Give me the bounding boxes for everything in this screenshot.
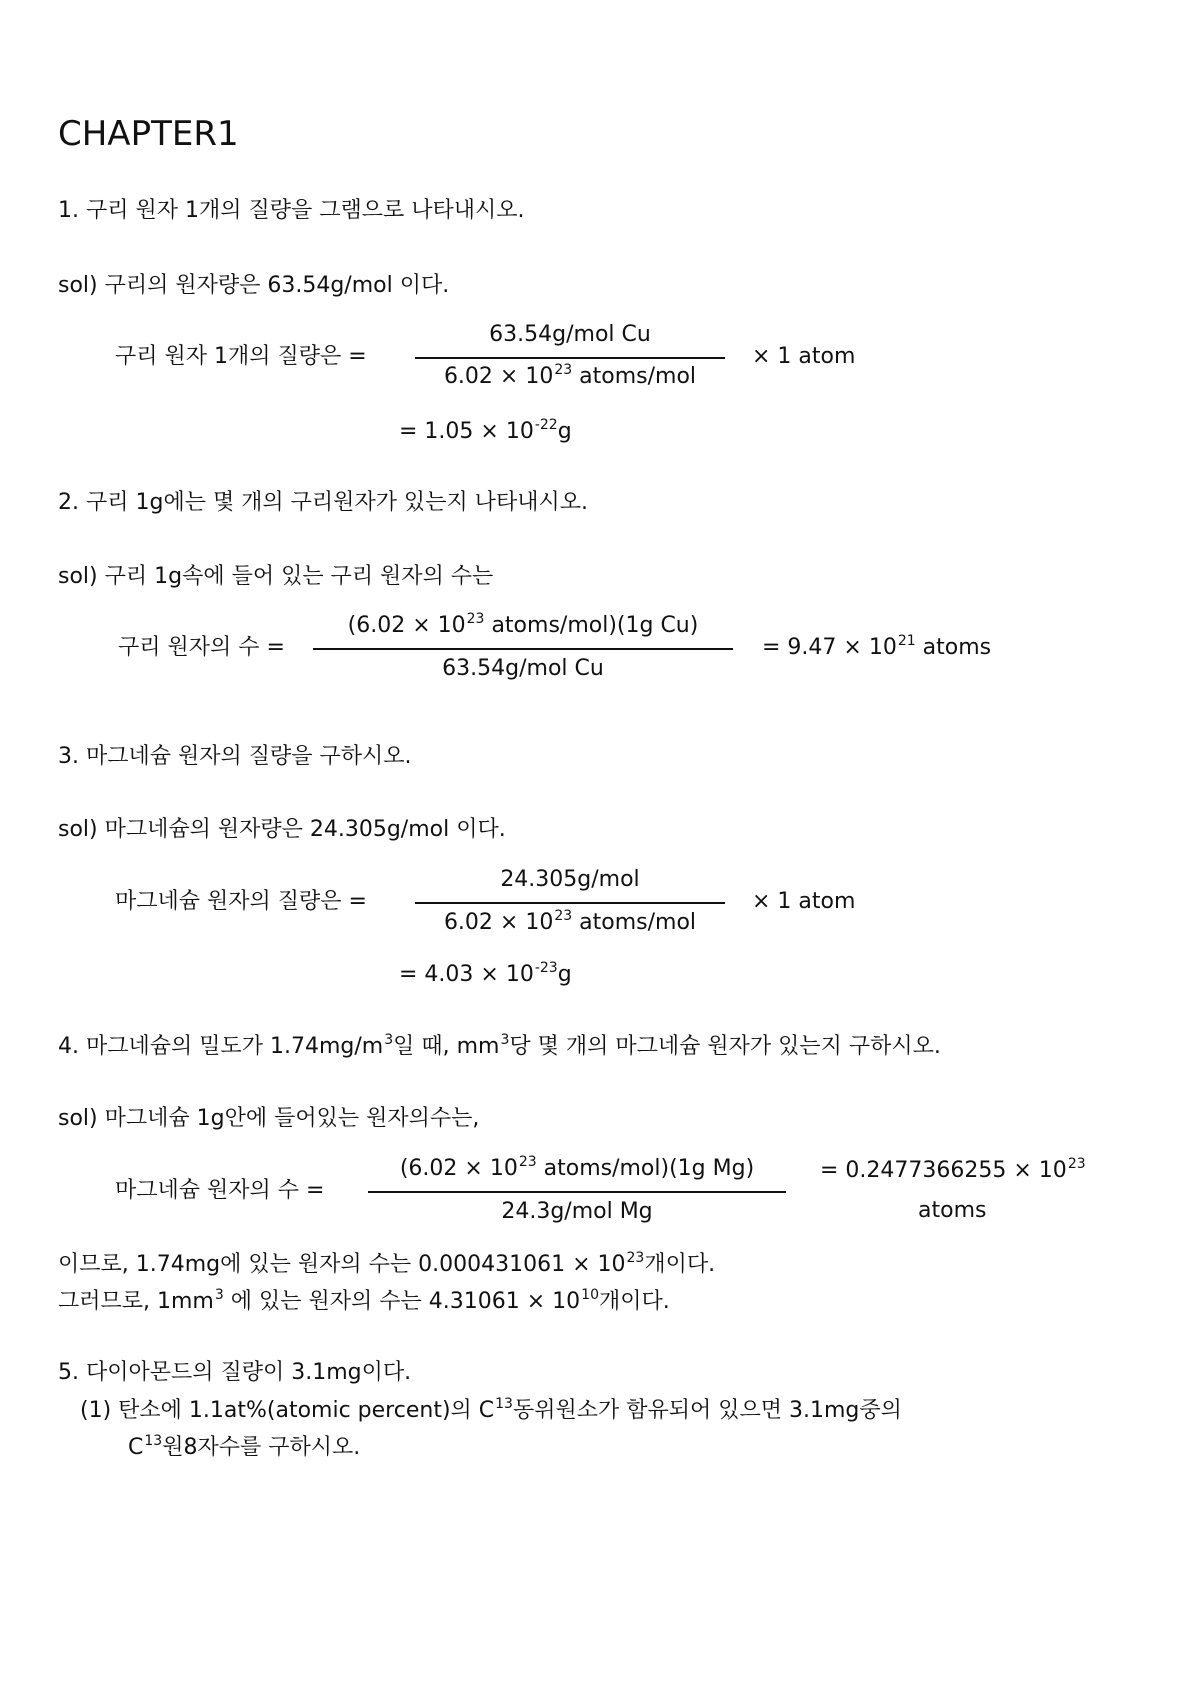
q4-conclusion-2: 그러므로, $1mm^3$ 에 있는 원자의 수는 $4.31061 \times 10^{10}$개이다. — [58, 1287, 670, 1314]
q4-equation-lhs: 마그네슘 원자의 수 = — [115, 1178, 325, 1203]
q1-fraction-numerator: 63.54g/mol Cu — [489, 322, 651, 347]
q3-solution-intro: sol) 마그네슘의 원자량은 24.305g/mol 이다. — [58, 817, 506, 842]
q4-result-unit: atoms — [918, 1198, 987, 1223]
q4-solution-intro: sol) 마그네슘 1g안에 들어있는 원자의수는, — [58, 1106, 480, 1131]
q4-fraction-denominator: 24.3g/mol Mg — [501, 1199, 653, 1224]
q3-fraction-numerator: 24.305g/mol — [500, 867, 640, 892]
question-4: 4. 마그네슘의 밀도가 $1.74mg/m^3$일 때, $mm^3$당 몇 개의 마그네슘 원자가 있는지 구하시오. — [58, 1032, 941, 1059]
q2-fraction-numerator: ($6.02 \times 10^{23}$ atoms/mol)(1g Cu) — [347, 611, 699, 638]
q2-solution-intro: sol) 구리 1g속에 들어 있는 구리 원자의 수는 — [58, 564, 494, 589]
q4-fraction-numerator: ($6.02 \times 10^{23}$ atoms/mol)(1g Mg) — [399, 1154, 755, 1181]
q4-conclusion-1: 이므로, 1.74mg에 있는 원자의 수는 $0.000431061 \times 10^{23}$개이다. — [58, 1250, 716, 1277]
q2-fraction-denominator: 63.54g/mol Cu — [442, 656, 604, 681]
q4-fraction-bar — [368, 1191, 786, 1193]
q3-fraction-bar — [415, 902, 725, 904]
q2-result: = $9.47 \times 10^{21}$ atoms — [762, 633, 992, 660]
q1-result: = $1.05 \times 10^{-22}g$ — [399, 417, 572, 444]
q1-fraction-bar — [415, 357, 725, 359]
chapter-title: CHAPTER1 — [58, 114, 239, 154]
q3-multiplier: × 1 atom — [752, 889, 856, 914]
q1-equation-lhs: 구리 원자 1개의 질량은 = — [115, 344, 367, 369]
question-3: 3. 마그네슘 원자의 질량을 구하시오. — [58, 744, 412, 769]
q2-fraction-bar — [313, 648, 733, 650]
q3-equation-lhs: 마그네슘 원자의 질량은 = — [115, 889, 367, 914]
q4-result: = $0.2477366255 \times 10^{23}$ — [820, 1156, 1086, 1183]
q5-subquestion-1-cont: $C^{13}$원8자수를 구하시오. — [128, 1433, 361, 1460]
q3-fraction-denominator: $6.02 \times 10^{23}$ atoms/mol — [443, 908, 697, 935]
q2-equation-lhs: 구리 원자의 수 = — [118, 635, 285, 660]
question-2: 2. 구리 1g에는 몇 개의 구리원자가 있는지 나타내시오. — [58, 490, 588, 515]
q1-multiplier: × 1 atom — [752, 344, 856, 369]
q3-result: = $4.03 \times 10^{-23}g$ — [399, 960, 572, 987]
question-5: 5. 다이아몬드의 질량이 3.1mg이다. — [58, 1360, 412, 1385]
q5-subquestion-1: (1) 탄소에 1.1at%(atomic percent)의 $C^{13}$동위원소가 함유되어 있으면 3.1mg중의 — [80, 1396, 902, 1423]
q1-solution-intro: sol) 구리의 원자량은 63.54g/mol 이다. — [58, 273, 450, 298]
q1-fraction-denominator: $6.02 \times 10^{23}$ atoms/mol — [443, 362, 697, 389]
question-1: 1. 구리 원자 1개의 질량을 그램으로 나타내시오. — [58, 198, 525, 223]
